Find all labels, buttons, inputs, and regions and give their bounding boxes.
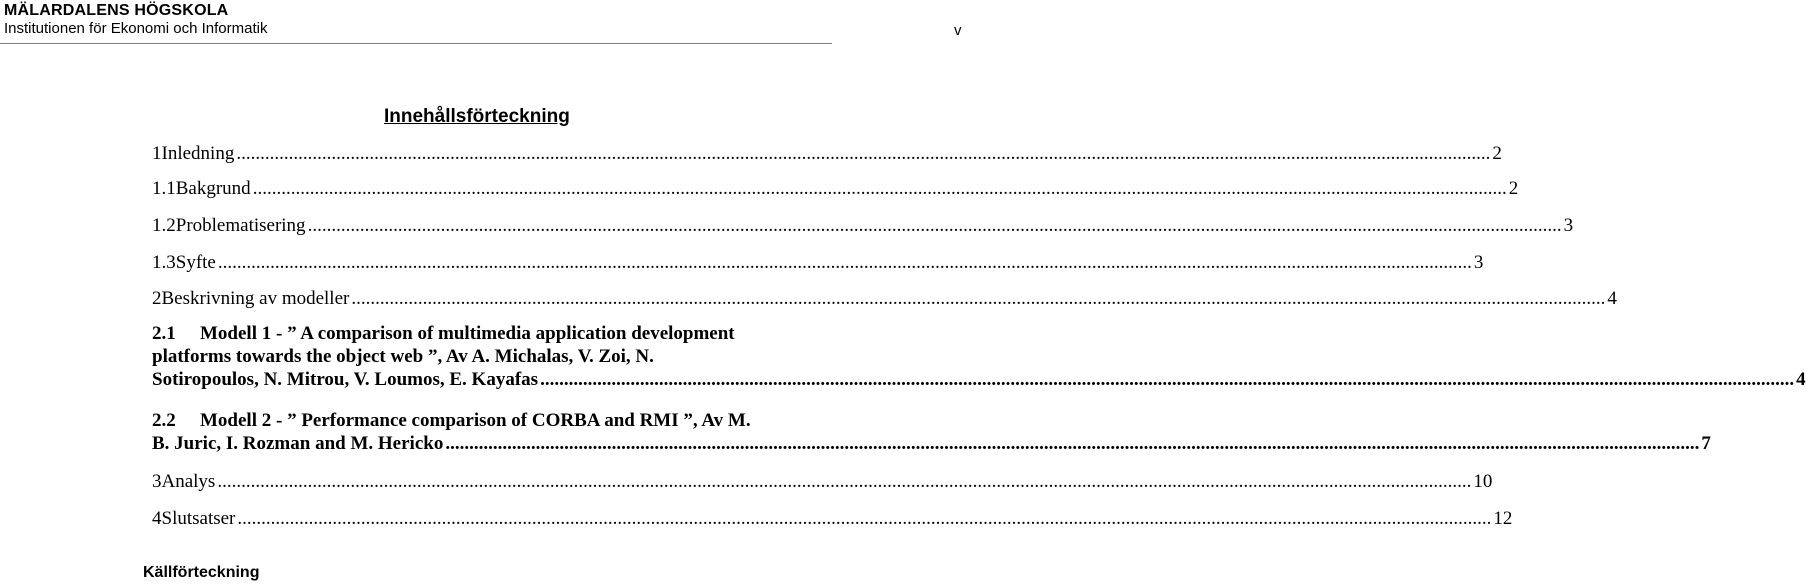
toc-entry-number: 1 <box>152 143 162 164</box>
toc-entry-bakgrund[interactable] <box>152 178 1519 200</box>
toc-entry-page: 10 <box>1473 471 1493 492</box>
cropped-header-text: v <box>954 22 962 39</box>
toc-entry-label-line-1: Modell 1 - ” A comparison of multimedia application development <box>200 323 735 344</box>
toc-entry-number: 1.3 <box>152 252 176 273</box>
dot-leader <box>217 471 1471 493</box>
document-header <box>4 2 267 38</box>
toc-entry-number: 1.2 <box>152 215 176 236</box>
toc-entry-syfte[interactable] <box>152 252 1484 274</box>
dot-leader <box>351 288 1605 310</box>
toc-entry-page: 7 <box>1701 433 1711 454</box>
toc-entry-label: Beskrivning av modeller <box>161 288 350 309</box>
toc-entry-label-line-2: B. Juric, I. Rozman and M. Hericko <box>152 433 444 454</box>
dot-leader <box>253 178 1507 200</box>
toc-entry-label: Problematisering <box>175 215 306 236</box>
toc-entry-label-line-2: platforms towards the object web ”, Av A. Michalas, V. Zoi, N. <box>152 346 654 367</box>
toc-entry-analys[interactable] <box>152 471 1493 493</box>
toc-entry-number: 1.1 <box>152 178 176 199</box>
toc-entry-page: 2 <box>1492 143 1502 164</box>
toc-entry-slutsatser[interactable] <box>152 508 1513 530</box>
dot-leader <box>540 368 1794 391</box>
toc-entry-beskrivning[interactable] <box>152 288 1617 310</box>
next-section-heading: Källförteckning <box>143 564 260 581</box>
toc-entry-number: 2 <box>152 288 162 309</box>
toc-entry-number: 4 <box>152 508 162 529</box>
toc-entry-label: Syfte <box>175 252 216 273</box>
institution-name: Institutionen för Ekonomi och Informatik <box>4 20 268 37</box>
toc-entry-number: 2.1 <box>152 323 176 344</box>
toc-entry-number: 2.2 <box>152 410 176 431</box>
toc-entry-page: 4 <box>1607 288 1617 309</box>
header-rule <box>0 43 832 44</box>
toc-entry-page: 3 <box>1563 215 1574 236</box>
toc-entry-modell-1[interactable] <box>152 322 1806 391</box>
toc-entry-modell-2[interactable] <box>152 409 1711 455</box>
dot-leader <box>237 508 1491 530</box>
toc-entry-problematisering[interactable] <box>152 215 1574 237</box>
university-name: MÄLARDALENS HÖGSKOLA <box>4 2 229 19</box>
toc-entry-label: Slutsatser <box>161 508 236 529</box>
toc-entry-label-line-1: Modell 2 - ” Performance comparison of CORBA and RMI ”, Av M. <box>200 410 751 431</box>
toc-entry-page: 3 <box>1473 252 1484 273</box>
toc-entry-page: 4 <box>1796 369 1806 390</box>
toc-entry-page: 12 <box>1493 508 1513 529</box>
dot-leader <box>445 432 1699 455</box>
toc-entry-number: 3 <box>152 471 162 492</box>
toc-entry-inledning[interactable] <box>152 143 1502 165</box>
toc-entry-label: Bakgrund <box>175 178 251 199</box>
toc-entry-label-line-3: Sotiropoulos, N. Mitrou, V. Loumos, E. Kayafas <box>152 369 539 390</box>
toc-title: Innehållsförteckning <box>384 106 570 127</box>
toc-entry-label: Inledning <box>161 143 235 164</box>
dot-leader <box>218 252 1472 274</box>
toc-entry-label: Analys <box>161 471 216 492</box>
dot-leader <box>308 215 1562 237</box>
dot-leader <box>236 143 1490 165</box>
toc-entry-page: 2 <box>1508 178 1519 199</box>
